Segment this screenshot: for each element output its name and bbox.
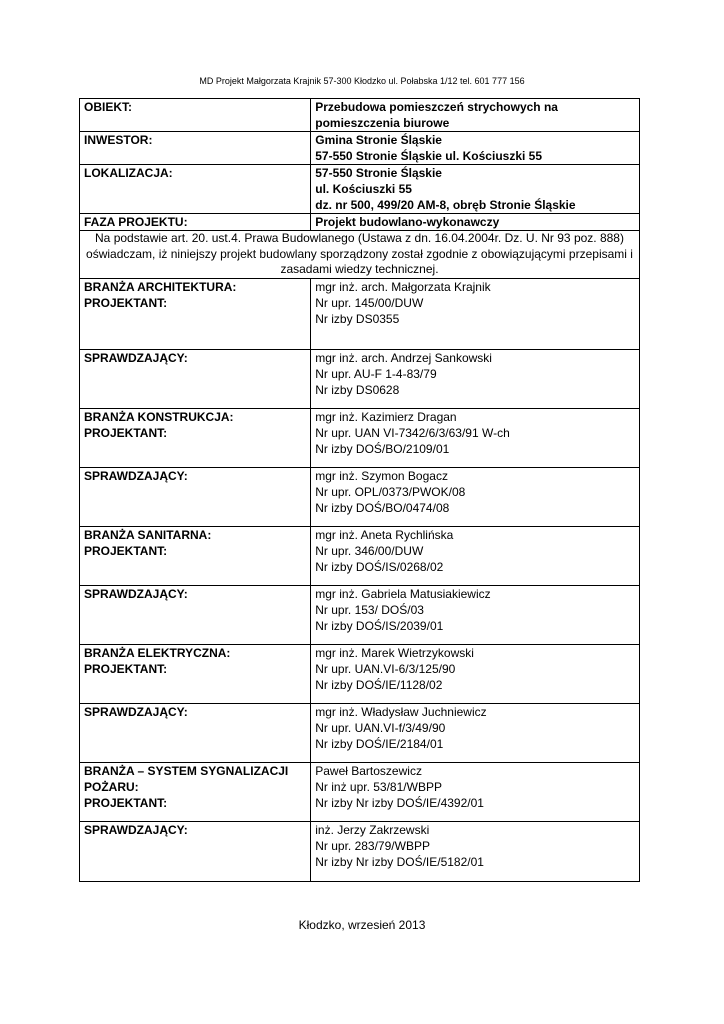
designer-row <box>80 526 640 585</box>
lokalizacja-label: LOKALIZACJA: <box>80 165 311 214</box>
license-number: Nr upr. OPL/0373/PWOK/08 <box>315 484 466 499</box>
person-info <box>311 278 640 349</box>
role-line: PROJEKTANT: <box>84 661 168 676</box>
discipline-label <box>80 762 311 821</box>
discipline-line: BRANŻA – SYSTEM SYGNALIZACJI <box>84 763 289 778</box>
person-info <box>311 349 640 408</box>
license-number: Nr upr. UAN.VI-6/3/125/90 <box>315 661 456 676</box>
inwestor-row <box>80 132 640 165</box>
discipline-line: POŻARU: <box>84 779 139 794</box>
inwestor-label: INWESTOR: <box>80 132 311 165</box>
obiekt-line: Przebudowa pomieszczeń strychowych na <box>315 100 558 114</box>
discipline-line: BRANŻA SANITARNA: <box>84 527 212 542</box>
lokalizacja-row <box>80 165 640 214</box>
chamber-number: Nr izby DOŚ/BO/2109/01 <box>315 441 450 456</box>
discipline-label <box>80 278 311 349</box>
discipline-label <box>80 408 311 467</box>
checker-row <box>80 821 640 881</box>
role-line: PROJEKTANT: <box>84 295 168 310</box>
designer-row <box>80 408 640 467</box>
statement-row <box>80 231 640 279</box>
designer-row <box>80 762 640 821</box>
chamber-number: Nr izby DOŚ/BO/0474/08 <box>315 500 450 515</box>
chamber-number: Nr izby Nr izby DOŚ/IE/5182/01 <box>315 854 484 869</box>
discipline-label <box>80 467 311 526</box>
chamber-number: Nr izby Nr izby DOŚ/IE/4392/01 <box>315 795 484 810</box>
person-info <box>311 585 640 644</box>
license-number: Nr upr. 153/ DOŚ/03 <box>315 602 424 617</box>
statement-text: Na podstawie art. 20. ust.4. Prawa Budowlanego (Ustawa z dn. 16.04.2004r. Dz. U. Nr 93 poz. 888) oświadczam, iż niniejszy projekt budowlany sporządzony został zgodnie z obowiązującymi przepisami i zasadami wiedzy technicznej. <box>80 231 640 279</box>
role-line: PROJEKTANT: <box>84 795 168 810</box>
person-name: mgr inż. Szymon Bogacz <box>315 468 448 483</box>
license-number: Nr upr. 346/00/DUW <box>315 543 424 558</box>
discipline-line: BRANŻA ELEKTRYCZNA: <box>84 645 231 660</box>
role-line: SPRAWDZAJĄCY: <box>84 704 188 719</box>
chamber-number: Nr izby DOŚ/IE/2184/01 <box>315 736 444 751</box>
role-line: PROJEKTANT: <box>84 425 168 440</box>
license-number: Nr inż upr. 53/81/WBPP <box>315 779 442 794</box>
license-number: Nr upr. UAN VI-7342/6/3/63/91 W-ch <box>315 425 510 440</box>
obiekt-row <box>80 99 640 132</box>
faza-row <box>80 214 640 231</box>
obiekt-label: OBIEKT: <box>80 99 311 132</box>
chamber-number: Nr izby DOŚ/IS/2039/01 <box>315 618 444 633</box>
chamber-number: Nr izby DS0628 <box>315 382 400 397</box>
license-number: Nr upr. AU-F 1-4-83/79 <box>315 366 437 381</box>
project-card-table <box>79 98 640 882</box>
discipline-line: BRANŻA ARCHITEKTURA: <box>84 279 237 294</box>
person-name: mgr inż. Władysław Juchniewicz <box>315 704 487 719</box>
checker-row <box>80 585 640 644</box>
person-name: mgr inż. Marek Wietrzykowski <box>315 645 474 660</box>
license-number: Nr upr. 145/00/DUW <box>315 295 424 310</box>
discipline-line: BRANŻA KONSTRUKCJA: <box>84 409 234 424</box>
place-date: Kłodzko, wrzesień 2013 <box>298 918 426 932</box>
designer-row <box>80 278 640 349</box>
discipline-label <box>80 821 311 881</box>
discipline-label <box>80 703 311 762</box>
lokalizacja-value <box>311 165 640 214</box>
role-line: SPRAWDZAJĄCY: <box>84 350 188 365</box>
checker-row <box>80 349 640 408</box>
faza-value: Projekt budowlano-wykonawczy <box>311 214 640 231</box>
inwestor-line: 57-550 Stronie Śląskie ul. Kościuszki 55 <box>315 149 543 163</box>
designer-row <box>80 644 640 703</box>
lokalizacja-line: dz. nr 500, 499/20 AM-8, obręb Stronie Śląskie <box>315 198 576 212</box>
person-name: Paweł Bartoszewicz <box>315 763 422 778</box>
lokalizacja-line: 57-550 Stronie Śląskie <box>315 166 442 180</box>
person-name: inż. Jerzy Zakrzewski <box>315 822 430 837</box>
person-info <box>311 644 640 703</box>
license-number: Nr upr. UAN.VI-f/3/49/90 <box>315 720 446 735</box>
inwestor-value <box>311 132 640 165</box>
role-line: SPRAWDZAJĄCY: <box>84 586 188 601</box>
obiekt-value <box>311 99 640 132</box>
discipline-label <box>80 585 311 644</box>
person-info <box>311 703 640 762</box>
checker-row <box>80 703 640 762</box>
person-info <box>311 408 640 467</box>
inwestor-line: Gmina Stronie Śląskie <box>315 133 442 147</box>
person-name: mgr inż. Kazimierz Dragan <box>315 409 457 424</box>
person-info <box>311 821 640 881</box>
discipline-label <box>80 349 311 408</box>
discipline-label <box>80 526 311 585</box>
checker-row <box>80 467 640 526</box>
role-line: SPRAWDZAJĄCY: <box>84 822 188 837</box>
person-info <box>311 467 640 526</box>
chamber-number: Nr izby DS0355 <box>315 311 400 326</box>
person-name: mgr inż. Aneta Rychlińska <box>315 527 454 542</box>
person-name: mgr inż. Gabriela Matusiakiewicz <box>315 586 491 601</box>
license-number: Nr upr. 283/79/WBPP <box>315 838 430 853</box>
lokalizacja-line: ul. Kościuszki 55 <box>315 182 412 196</box>
person-name: mgr inż. arch. Andrzej Sankowski <box>315 350 492 365</box>
faza-label: FAZA PROJEKTU: <box>80 214 311 231</box>
role-line: SPRAWDZAJĄCY: <box>84 468 188 483</box>
obiekt-line: pomieszczenia biurowe <box>315 116 450 130</box>
discipline-label <box>80 644 311 703</box>
document-header: MD Projekt Małgorzata Krajnik 57-300 Kłodzko ul. Połabska 1/12 tel. 601 777 156 <box>199 76 525 86</box>
person-name: mgr inż. arch. Małgorzata Krajnik <box>315 279 491 294</box>
chamber-number: Nr izby DOŚ/IS/0268/02 <box>315 559 444 574</box>
person-info <box>311 762 640 821</box>
role-line: PROJEKTANT: <box>84 543 168 558</box>
chamber-number: Nr izby DOŚ/IE/1128/02 <box>315 677 443 692</box>
person-info <box>311 526 640 585</box>
